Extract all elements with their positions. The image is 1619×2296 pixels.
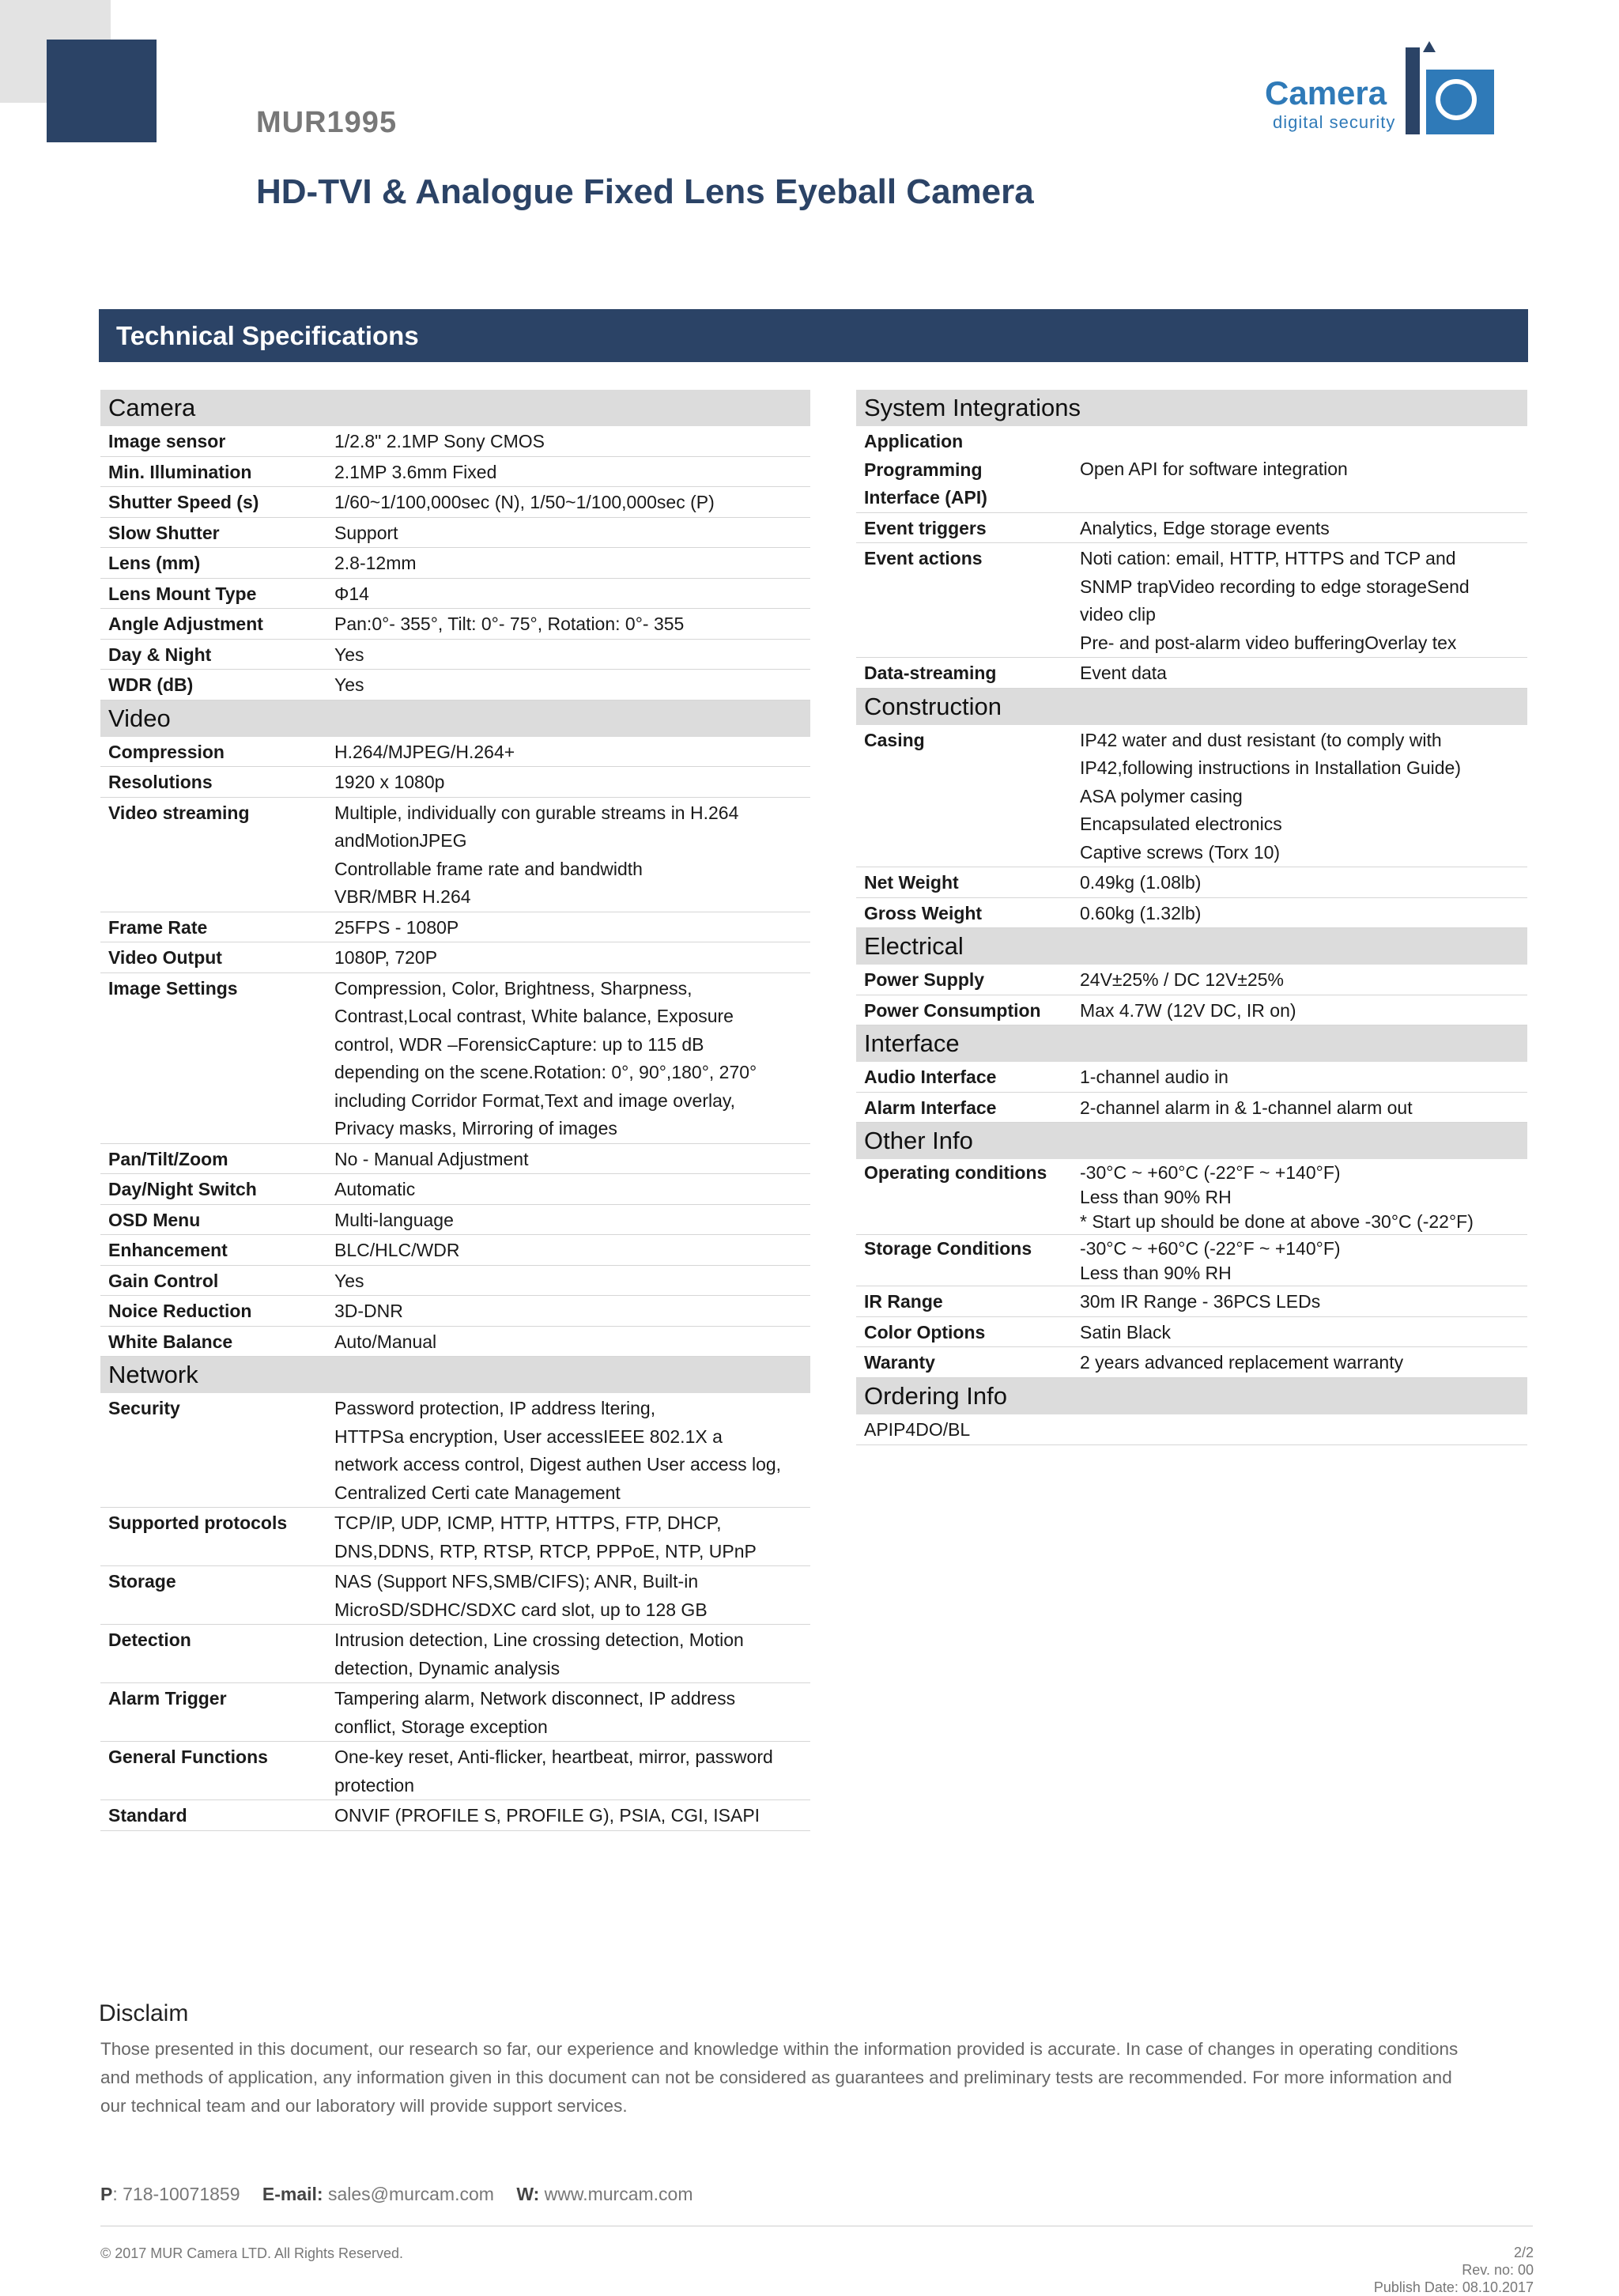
- spec-label: [100, 1174, 334, 1204]
- spec-value-line: Captive screws (Torx 10): [1080, 841, 1281, 863]
- spec-row: [100, 1266, 810, 1297]
- spec-value-line: network access control, Digest authen User access log,: [334, 1454, 782, 1475]
- spec-label-line: Data-streaming: [864, 663, 997, 683]
- spec-label: [856, 1159, 1080, 1234]
- spec-value: [334, 457, 810, 487]
- spec-value: [334, 670, 810, 700]
- spec-value-line: DNS,DDNS, RTP, RTSP, RTCP, PPPoE, NTP, UPnP: [334, 1540, 757, 1562]
- spec-label: [100, 973, 334, 1143]
- ordering-item: APIP4DO/BL: [856, 1414, 1527, 1445]
- spec-label: [100, 1205, 334, 1235]
- spec-label-line: Operating conditions: [864, 1162, 1047, 1183]
- spec-label: [856, 1062, 1080, 1092]
- spec-row: [856, 725, 1527, 868]
- spec-value: [334, 640, 810, 670]
- spec-row: [100, 1393, 810, 1508]
- spec-row: [856, 995, 1527, 1026]
- spec-label: [856, 725, 1080, 867]
- spec-label-line: Detection: [108, 1629, 191, 1650]
- spec-value: [334, 1683, 810, 1741]
- spec-value: [1080, 725, 1527, 867]
- spec-value: [334, 1625, 810, 1682]
- spec-row: [100, 942, 810, 973]
- spec-label: [100, 1625, 334, 1682]
- spec-value-line: BLC/HLC/WDR: [334, 1240, 460, 1260]
- technical-specifications-header: Technical Specifications: [99, 309, 1528, 362]
- spec-value-line: Less than 90% RH: [1080, 1263, 1232, 1283]
- section-title-network: Network: [100, 1357, 810, 1393]
- spec-value-line: Support: [334, 522, 398, 543]
- spec-value-line: Encapsulated electronics: [1080, 814, 1282, 834]
- spec-row: [856, 1347, 1527, 1378]
- spec-label-line: Casing: [864, 729, 925, 750]
- spec-value: [1080, 898, 1527, 928]
- spec-value-line: Auto/Manual: [334, 1331, 437, 1352]
- spec-value: [334, 1266, 810, 1296]
- spec-value-line: 1-channel audio in: [1080, 1067, 1228, 1087]
- spec-value: [1080, 995, 1527, 1025]
- spec-value: [334, 1174, 810, 1204]
- spec-value-line: -30°C ~ +60°C (-22°F ~ +140°F): [1080, 1238, 1341, 1259]
- spec-label-line: Lens Mount Type: [108, 583, 257, 604]
- contact-line: [100, 2184, 693, 2205]
- spec-label: [856, 995, 1080, 1025]
- spec-label: [100, 1144, 334, 1174]
- spec-row: [856, 513, 1527, 544]
- spec-row: [856, 898, 1527, 929]
- spec-label-line: Waranty: [864, 1352, 935, 1373]
- spec-value: [334, 1508, 810, 1565]
- email-value[interactable]: sales@murcam.com: [323, 2184, 494, 2204]
- spec-value-line: Open API for software integration: [1080, 459, 1348, 479]
- spec-label-line: Interface (API): [864, 487, 987, 508]
- spec-value: [1080, 965, 1527, 995]
- spec-label-line: Power Supply: [864, 969, 985, 990]
- spec-value-line: * Start up should be done at above -30°C (-22°F): [1080, 1211, 1474, 1232]
- spec-label-line: Alarm Trigger: [108, 1688, 227, 1709]
- spec-label: [856, 898, 1080, 928]
- spec-value-line: Contrast,Local contrast, White balance, Exposure: [334, 1006, 734, 1026]
- section-title-interface: Interface: [856, 1025, 1527, 1062]
- spec-label-line: White Balance: [108, 1331, 233, 1352]
- spec-value-line: 2.8-12mm: [334, 553, 417, 573]
- spec-row: [100, 457, 810, 488]
- phone-label: P: [100, 2184, 113, 2204]
- spec-label-line: Application: [864, 431, 964, 451]
- spec-label: [856, 1317, 1080, 1347]
- spec-value-line: ASA polymer casing: [1080, 785, 1243, 806]
- spec-label: [100, 1296, 334, 1326]
- spec-value: [334, 1296, 810, 1326]
- spec-value: [1080, 543, 1527, 657]
- spec-label-line: Shutter Speed (s): [108, 492, 259, 512]
- section-title-ordering-info: Ordering Info: [856, 1378, 1527, 1414]
- spec-value-line: H.264/MJPEG/H.264+: [334, 741, 515, 762]
- spec-label-line: OSD Menu: [108, 1209, 201, 1230]
- spec-value-line: NAS (Support NFS,SMB/CIFS); ANR, Built-in: [334, 1571, 699, 1592]
- spec-label: [100, 640, 334, 670]
- spec-label-line: Compression: [108, 741, 225, 762]
- spec-value-line: detection, Dynamic analysis: [334, 1657, 560, 1679]
- spec-value-line: Max 4.7W (12V DC, IR on): [1080, 999, 1296, 1021]
- spec-label-line: IR Range: [864, 1291, 943, 1312]
- spec-label: [100, 1266, 334, 1296]
- spec-label: [100, 518, 334, 548]
- email-label: E-mail:: [262, 2184, 323, 2204]
- spec-value: [334, 973, 810, 1143]
- spec-label: [856, 543, 1080, 657]
- spec-label: [856, 513, 1080, 543]
- spec-label: [856, 1286, 1080, 1316]
- spec-value-line: 0.60kg (1.32lb): [1080, 902, 1202, 923]
- spec-value-line: 30m IR Range - 36PCS LEDs: [1080, 1291, 1321, 1312]
- spec-value-line: 2-channel alarm in & 1-channel alarm out: [1080, 1097, 1413, 1118]
- spec-row: [100, 518, 810, 549]
- phone-value: : 718-10071859: [112, 2184, 240, 2204]
- brand-logo: [1265, 24, 1502, 142]
- spec-column-right: [856, 390, 1527, 1445]
- spec-row: [856, 543, 1527, 658]
- page-meta: [1374, 2244, 1534, 2296]
- spec-label: [856, 867, 1080, 897]
- spec-label-line: Gain Control: [108, 1270, 219, 1291]
- spec-row: [100, 1683, 810, 1742]
- spec-row: [100, 1174, 810, 1205]
- section-title-electrical: Electrical: [856, 928, 1527, 965]
- spec-value-line: Tampering alarm, Network disconnect, IP address: [334, 1688, 736, 1709]
- spec-label-line: Power Consumption: [864, 999, 1041, 1021]
- spec-label-line: Angle Adjustment: [108, 614, 263, 634]
- spec-value-line: Multi-language: [334, 1209, 454, 1230]
- spec-label: [100, 1508, 334, 1565]
- spec-label: [100, 1742, 334, 1799]
- spec-value: [334, 1235, 810, 1265]
- spec-label: [100, 457, 334, 487]
- spec-label-line: Pan/Tilt/Zoom: [108, 1148, 228, 1169]
- spec-row: [100, 1508, 810, 1566]
- spec-label: [100, 1566, 334, 1624]
- spec-label-line: Storage: [108, 1571, 176, 1592]
- spec-label-line: Programming: [864, 459, 983, 480]
- spec-value: [334, 1327, 810, 1357]
- spec-row: [100, 1327, 810, 1358]
- spec-label-line: Frame Rate: [108, 916, 208, 938]
- spec-value-line: Pan:0°- 355°, Tilt: 0°- 75°, Rotation: 0°- 355: [334, 614, 685, 634]
- spec-value: [334, 1742, 810, 1799]
- spec-value-line: Φ14: [334, 583, 369, 604]
- disclaimer-line: and methods of application, any information given in this document can not be considered as guarantees and preliminary tests are recommended. For more information and: [100, 2068, 1452, 2087]
- spec-label-line: Lens (mm): [108, 553, 201, 573]
- revision-number: Rev. no: 00: [1462, 2262, 1534, 2278]
- spec-label: [100, 487, 334, 517]
- spec-value-line: 2.1MP 3.6mm Fixed: [334, 461, 497, 482]
- spec-value-line: control, WDR –ForensicCapture: up to 115 dB: [334, 1033, 704, 1055]
- spec-label-line: Audio Interface: [864, 1067, 997, 1087]
- disclaimer-title: Disclaim: [99, 2000, 189, 2026]
- spec-value-line: IP42 water and dust resistant (to comply with: [1080, 729, 1442, 750]
- spec-value: [1080, 1347, 1527, 1377]
- spec-value: [334, 487, 810, 517]
- spec-value-line: Automatic: [334, 1179, 416, 1199]
- spec-value-line: Password protection, IP address ltering,: [334, 1398, 656, 1418]
- disclaimer-line: our technical team and our laboratory will provide support services.: [100, 2096, 628, 2116]
- spec-row: [100, 1566, 810, 1625]
- spec-label: [100, 798, 334, 912]
- spec-label-line: Image sensor: [108, 431, 226, 451]
- spec-value: [334, 912, 810, 942]
- page-title: HD-TVI & Analogue Fixed Lens Eyeball Camera: [256, 172, 1034, 211]
- spec-value-line: 1080P, 720P: [334, 947, 438, 968]
- spec-value-line: Centralized Certi cate Management: [334, 1482, 621, 1503]
- spec-value-line: 3D-DNR: [334, 1301, 403, 1321]
- spec-value-line: Less than 90% RH: [1080, 1187, 1232, 1207]
- spec-value: [334, 1800, 810, 1830]
- section-title-system-integrations: System Integrations: [856, 390, 1527, 426]
- spec-row: [100, 670, 810, 701]
- spec-value-line: Pre- and post-alarm video bufferingOverlay tex: [1080, 632, 1457, 653]
- model-number: MUR1995: [256, 106, 398, 139]
- spec-row: [100, 640, 810, 670]
- globe-icon: [1436, 79, 1477, 120]
- spec-value: [334, 579, 810, 609]
- spec-value-line: Privacy masks, Mirroring of images: [334, 1118, 617, 1139]
- spec-value-line: VBR/MBR H.264: [334, 886, 471, 907]
- spec-label-line: Security: [108, 1398, 180, 1418]
- spec-label: [100, 548, 334, 578]
- spec-value-line: ONVIF (PROFILE S, PROFILE G), PSIA, CGI, ISAPI: [334, 1805, 760, 1826]
- spec-value: [1080, 1159, 1527, 1234]
- section-title-other-info: Other Info: [856, 1123, 1527, 1159]
- spec-label-line: Color Options: [864, 1321, 986, 1342]
- spec-label: [100, 426, 334, 456]
- spec-row: [100, 767, 810, 798]
- web-value[interactable]: www.murcam.com: [539, 2184, 693, 2204]
- spec-row: [856, 965, 1527, 995]
- spec-value: [1080, 867, 1527, 897]
- spec-value: [1080, 426, 1527, 512]
- spec-label: [100, 1235, 334, 1265]
- spec-value: [334, 548, 810, 578]
- spec-value-line: Yes: [334, 674, 364, 695]
- spec-label-line: Min. Illumination: [108, 461, 252, 482]
- spec-value-line: conflict, Storage exception: [334, 1716, 548, 1737]
- spec-row: [856, 1317, 1527, 1348]
- spec-value-line: -30°C ~ +60°C (-22°F ~ +140°F): [1080, 1162, 1341, 1183]
- publish-date: Publish Date: 08.10.2017: [1373, 2279, 1534, 2295]
- spec-label-line: Noice Reduction: [108, 1301, 252, 1321]
- spec-value: [334, 1144, 810, 1174]
- spec-label: [856, 1235, 1080, 1286]
- spec-row: [100, 798, 810, 912]
- spec-value: [1080, 1093, 1527, 1123]
- spec-row: [856, 1093, 1527, 1123]
- spec-label: [100, 670, 334, 700]
- spec-row: [100, 426, 810, 457]
- spec-value-line: Intrusion detection, Line crossing detection, Motion: [334, 1629, 744, 1650]
- spec-label: [856, 426, 1080, 512]
- spec-value-line: protection: [334, 1774, 415, 1796]
- spec-row: [100, 1235, 810, 1266]
- spec-value-line: Event data: [1080, 663, 1167, 683]
- spec-label-line: Gross Weight: [864, 902, 983, 923]
- spec-value-line: IP42,following instructions in Installation Guide): [1080, 757, 1461, 778]
- spec-label: [856, 1347, 1080, 1377]
- spec-value-line: TCP/IP, UDP, ICMP, HTTP, HTTPS, FTP, DHCP,: [334, 1512, 722, 1533]
- spec-label-line: Video streaming: [108, 802, 250, 823]
- spec-label: [100, 1393, 334, 1507]
- spec-label: [100, 942, 334, 972]
- spec-row: [856, 1159, 1527, 1235]
- spec-value: [334, 798, 810, 912]
- spec-label-line: Video Output: [108, 947, 222, 968]
- spec-value: [1080, 658, 1527, 688]
- spec-row: [856, 867, 1527, 898]
- section-title-construction: Construction: [856, 689, 1527, 725]
- spec-row: [856, 1062, 1527, 1093]
- spec-value-line: HTTPSa encryption, User accessIEEE 802.1X a: [334, 1426, 723, 1447]
- spec-value-line: Satin Black: [1080, 1321, 1172, 1342]
- spec-row: [100, 912, 810, 943]
- spec-label-line: Standard: [108, 1805, 187, 1826]
- section-title-video: Video: [100, 701, 810, 737]
- spec-label-line: Image Settings: [108, 977, 238, 999]
- spec-value-line: No - Manual Adjustment: [334, 1148, 529, 1169]
- spec-label: [100, 767, 334, 797]
- section-title-camera: Camera: [100, 390, 810, 426]
- logo-tip: [1423, 41, 1436, 52]
- disclaimer-text: [100, 2035, 1531, 2120]
- spec-value: [1080, 513, 1527, 543]
- corner-decoration-navy: [47, 40, 157, 142]
- spec-value: [334, 737, 810, 767]
- spec-value-line: 1920 x 1080p: [334, 772, 445, 792]
- spec-row: [100, 1296, 810, 1327]
- spec-value-line: 2 years advanced replacement warranty: [1080, 1352, 1404, 1373]
- spec-label-line: Alarm Interface: [864, 1097, 997, 1118]
- spec-value-line: Multiple, individually con gurable streams in H.264: [334, 802, 739, 823]
- spec-value-line: Analytics, Edge storage events: [1080, 517, 1330, 538]
- spec-value-line: Controllable frame rate and bandwidth: [334, 858, 643, 879]
- spec-value-line: Noti cation: email, HTTP, HTTPS and TCP and: [1080, 548, 1456, 568]
- spec-row: [100, 1800, 810, 1831]
- spec-value-line: Compression, Color, Brightness, Sharpness,: [334, 977, 693, 999]
- spec-value-line: Yes: [334, 1270, 364, 1291]
- spec-label: [100, 609, 334, 639]
- disclaimer-line: Those presented in this document, our research so far, our experience and knowledge within the information provided is accurate. In case of changes in operating conditions: [100, 2039, 1459, 2059]
- spec-label: [856, 965, 1080, 995]
- spec-value: [334, 942, 810, 972]
- spec-label: [100, 1683, 334, 1741]
- spec-row: [100, 609, 810, 640]
- spec-value-line: One-key reset, Anti-flicker, heartbeat, mirror, password: [334, 1747, 773, 1767]
- spec-value-line: 24V±25% / DC 12V±25%: [1080, 969, 1284, 990]
- spec-label-line: Day & Night: [108, 644, 212, 665]
- spec-column-left: [100, 390, 810, 1831]
- spec-label-line: Net Weight: [864, 872, 959, 893]
- spec-label: [100, 1327, 334, 1357]
- spec-value-line: SNMP trapVideo recording to edge storageSend: [1080, 576, 1470, 597]
- spec-value: [334, 767, 810, 797]
- spec-row: [856, 1286, 1527, 1317]
- spec-row: [100, 1625, 810, 1683]
- spec-value-line: 0.49kg (1.08lb): [1080, 872, 1202, 893]
- logo-bar: [1406, 47, 1420, 134]
- web-label: W:: [516, 2184, 540, 2204]
- spec-row: [100, 1205, 810, 1236]
- spec-label-line: Resolutions: [108, 772, 213, 792]
- spec-label: [100, 912, 334, 942]
- spec-value: [334, 1205, 810, 1235]
- spec-row: [100, 487, 810, 518]
- spec-label-line: Event triggers: [864, 517, 987, 538]
- page-number: 2/2: [1513, 2245, 1534, 2260]
- spec-row: [100, 1144, 810, 1175]
- spec-row: [856, 658, 1527, 689]
- copyright: © 2017 MUR Camera LTD. All Rights Reserved.: [100, 2245, 404, 2261]
- spec-row: [856, 1235, 1527, 1286]
- logo-wordmark: Camera: [1265, 74, 1387, 111]
- spec-value: [334, 609, 810, 639]
- spec-value-line: 25FPS - 1080P: [334, 916, 459, 938]
- spec-value-line: depending on the scene.Rotation: 0°, 90°,180°, 270°: [334, 1062, 757, 1082]
- spec-label-line: WDR (dB): [108, 674, 194, 695]
- spec-label-line: Event actions: [864, 548, 983, 568]
- spec-row: [100, 548, 810, 579]
- spec-label: [100, 579, 334, 609]
- spec-label-line: Day/Night Switch: [108, 1179, 257, 1199]
- spec-label: [856, 1093, 1080, 1123]
- spec-row: [100, 973, 810, 1144]
- spec-value-line: andMotionJPEG: [334, 830, 467, 851]
- spec-value: [1080, 1317, 1527, 1347]
- spec-row: [100, 579, 810, 610]
- spec-label-line: Enhancement: [108, 1240, 228, 1260]
- spec-value-line: including Corridor Format,Text and image overlay,: [334, 1089, 736, 1111]
- spec-label-line: Slow Shutter: [108, 522, 220, 543]
- spec-value: [334, 1566, 810, 1624]
- spec-label-line: Storage Conditions: [864, 1238, 1032, 1259]
- spec-row: [100, 1742, 810, 1800]
- spec-value-line: MicroSD/SDHC/SDXC card slot, up to 128 GB: [334, 1599, 708, 1620]
- spec-value: [1080, 1235, 1527, 1286]
- spec-value: [334, 1393, 810, 1507]
- spec-value-line: 1/2.8" 2.1MP Sony CMOS: [334, 431, 545, 451]
- spec-label: [100, 737, 334, 767]
- logo-tagline: digital security: [1273, 112, 1396, 132]
- spec-value: [334, 426, 810, 456]
- spec-label-line: Supported protocols: [108, 1512, 288, 1533]
- spec-value: [334, 518, 810, 548]
- spec-label-line: General Functions: [108, 1747, 268, 1767]
- spec-value-line: 1/60~1/100,000sec (N), 1/50~1/100,000sec (P): [334, 492, 715, 512]
- spec-value: [1080, 1286, 1527, 1316]
- spec-label: [100, 1800, 334, 1830]
- spec-value-line: Yes: [334, 644, 364, 665]
- spec-value: [1080, 1062, 1527, 1092]
- spec-value-line: video clip: [1080, 604, 1156, 625]
- spec-row: [856, 426, 1527, 513]
- spec-label: [856, 658, 1080, 688]
- spec-row: [100, 737, 810, 768]
